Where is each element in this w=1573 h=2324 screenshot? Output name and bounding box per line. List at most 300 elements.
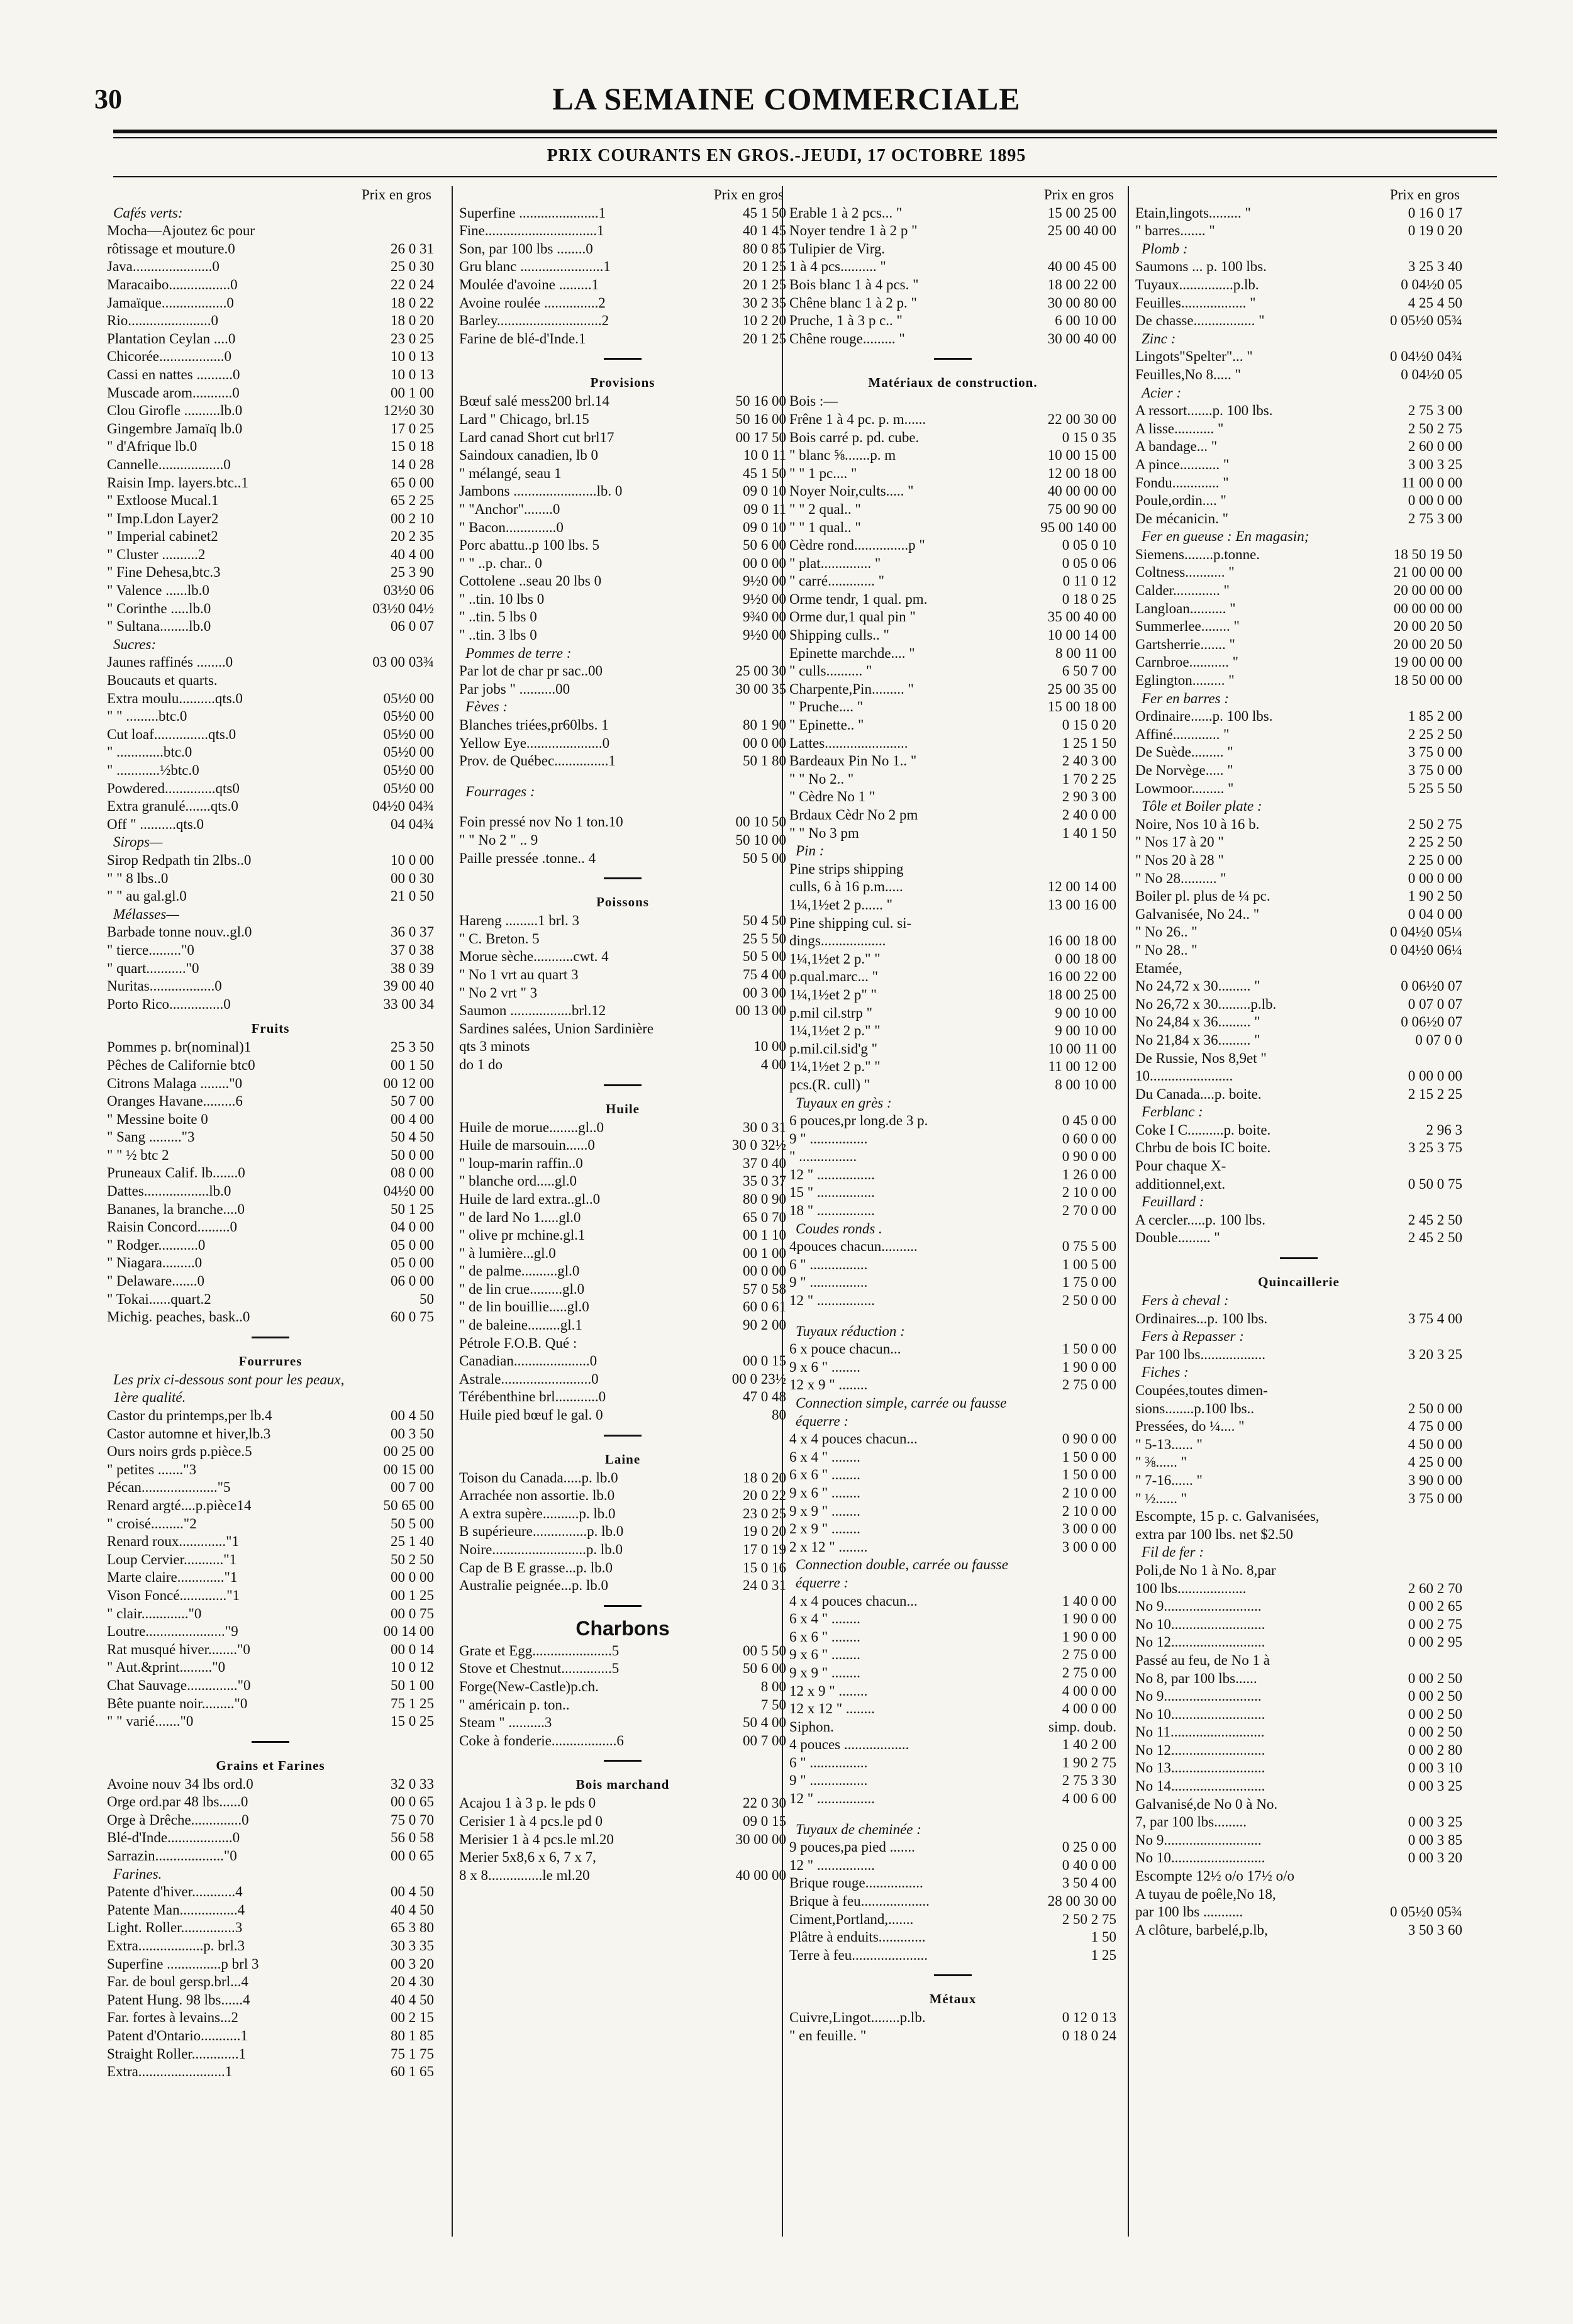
price-row [107,420,434,438]
item-label: p.mil.cil.sid'g " [789,1040,878,1057]
item-label: Summerlee........ " [1135,618,1240,635]
price-row [789,1184,1116,1202]
subsection-heading: équerre : [796,1413,849,1429]
item-price: 1 40 1 50 [1062,825,1116,841]
price-row [1135,1706,1462,1724]
item-price: 25 00 35 00 [1047,681,1116,697]
price-row [1135,1832,1462,1850]
price-row [789,1238,1116,1256]
item-price: 80 0 85 [743,240,786,257]
item-label: Cap de B E grasse...p. lb.0 [459,1559,613,1576]
price-row [459,1813,786,1831]
price-row [789,501,1116,519]
item-label: Gru blanc .......................1 [459,259,611,275]
item-label: pcs.(R. cull) " [789,1076,870,1093]
item-price: 32 0 33 [391,1776,434,1792]
item-price: 20 00 20 50 [1393,636,1462,652]
item-price: 0 15 0 20 [1062,717,1116,733]
item-price: 8 00 11 00 [1055,645,1116,661]
item-label: Noyer tendre 1 à 2 p " [789,223,918,239]
item-label: Java......................0 [107,259,220,275]
item-label: Bardeaux Pin No 1.. " [789,753,917,769]
item-label: Terre à feu..................... [789,1947,928,1963]
item-label: Lingots"Spelter"... " [1135,348,1253,365]
price-row [1135,1121,1462,1140]
item-price: 35 00 40 00 [1047,609,1116,625]
item-price: 2 75 3 30 [1062,1772,1116,1789]
price-row [1135,1418,1462,1436]
price-row [459,930,786,948]
item-label: " mélangé, seau 1 [459,465,562,481]
price-row [459,1056,786,1074]
item-label: Ciment,Portland,....... [789,1911,914,1927]
item-price: 9½0 00 [743,573,786,589]
price-row [107,1811,434,1830]
item-price: 7 50 [760,1696,786,1713]
price-row [789,1292,1116,1310]
section-heading: Grains et Farines [216,1757,325,1773]
item-label: " américain p. ton.. [459,1696,570,1713]
item-label: Acajou 1 à 3 p. le pds 0 [459,1795,596,1811]
item-price: 39 00 40 [383,978,434,994]
price-row [789,626,1116,645]
item-label: A tuyau de poêle,No 18, [1135,1886,1276,1902]
item-price: 9 00 10 00 [1055,1023,1116,1039]
price-row [107,1407,434,1425]
price-row [1135,1687,1462,1706]
price-row [789,276,1116,294]
subsection-heading: Fèves : [465,699,508,715]
item-label: 12 x 9 " ........ [789,1682,868,1699]
item-label: 9 x 6 " ........ [789,1359,860,1375]
item-price: 18 0 20 [743,1469,786,1486]
price-row [107,564,434,582]
item-price: 9½0 00 [743,627,786,643]
item-label: Citrons Malaga ........"0 [107,1075,243,1091]
item-label: " ..tin. 5 lbs 0 [459,609,537,625]
item-label: par 100 lbs ........... [1135,1904,1243,1920]
price-row [107,600,434,618]
price-row [459,1577,786,1595]
subsection-heading: Tuyaux en grès : [796,1094,892,1111]
section-separator [604,1435,642,1442]
price-row [107,1075,434,1093]
price-row [789,1340,1116,1359]
price-row [107,1937,434,1955]
price-row [107,1111,434,1129]
item-price: 6 50 7 00 [1062,663,1116,679]
item-price: 05 0 00 [391,1255,434,1271]
item-label: " Extloose Mucal.1 [107,492,219,509]
price-row [1135,1670,1462,1688]
item-price: 50 16 00 [735,393,786,409]
item-price: 4 25 4 50 [1408,294,1462,311]
price-row [459,429,786,447]
item-price: 50 65 00 [383,1497,434,1513]
item-label: De Suède......... " [1135,744,1233,760]
price-row [1135,1067,1462,1086]
price-row [789,788,1116,806]
item-label: " " 8 lbs..0 [107,870,169,886]
item-price: 75 1 25 [391,1695,434,1711]
item-price: 0 50 0 75 [1408,1176,1462,1192]
item-price: 3 90 0 00 [1408,1472,1462,1488]
item-price: 0 04 0 00 [1408,906,1462,922]
item-price: 10 0 13 [391,348,434,365]
price-row [1135,582,1462,600]
item-price: 03 00 03¾ [372,654,434,670]
price-row [1135,294,1462,313]
item-price: 20 00 00 00 [1393,582,1462,599]
price-row [1135,492,1462,510]
item-label: No 9........................... [1135,1832,1262,1848]
column-divider [782,186,783,2237]
price-row [459,294,786,313]
item-label: 12 " ................ [789,1166,875,1182]
item-label: Cassi en nattes ..........0 [107,366,240,382]
item-label: " " au gal.gl.0 [107,888,187,904]
item-label: Pressées, do ¼.... " [1135,1418,1245,1435]
item-label: Vison Foncé............."1 [107,1587,240,1603]
item-price: 10 0 11 [743,447,786,464]
item-label: " petites ......."3 [107,1461,197,1477]
price-row [459,984,786,1003]
item-label: 9 " ................ [789,1772,868,1789]
price-row [789,915,1116,933]
item-label: Cerisier 1 à 4 pcs.le pd 0 [459,1813,603,1829]
price-row [1135,1759,1462,1777]
item-label: Bête puante noir........."0 [107,1695,248,1711]
item-label: " de lard No 1.....gl.0 [459,1209,581,1225]
price-row [107,1237,434,1255]
subsection-heading: Ferblanc : [1142,1104,1203,1120]
subsection-heading: Plomb : [1142,240,1188,257]
price-row [459,1678,786,1696]
item-label: Bœuf salé mess200 brl.14 [459,393,609,409]
price-row [459,1370,786,1389]
price-row [107,222,434,240]
price-row [107,1515,434,1533]
item-label: " de baleine.........gl.1 [459,1317,582,1333]
price-row [107,528,434,546]
item-label: Lard canad Short cut brl17 [459,429,614,445]
price-row [459,752,786,770]
price-row [107,1425,434,1443]
item-price: 04 0 00 [391,1219,434,1235]
price-row [107,1659,434,1677]
item-price: 3 50 4 00 [1062,1875,1116,1891]
item-price: 03½0 06 [383,582,434,599]
item-label: Pétrole F.O.B. Qué : [459,1335,577,1351]
masthead-rule-thick [113,130,1497,133]
price-row [107,402,434,420]
column-divider [452,186,453,2237]
price-row [1135,960,1462,978]
item-price: 2 10 0 00 [1062,1503,1116,1519]
item-price: 30 0 32½ [731,1137,786,1154]
price-row [789,878,1116,896]
item-label: Huile pied bœuf le gal. 0 [459,1407,603,1423]
item-label: " de palme..........gl.0 [459,1263,580,1279]
price-row [107,672,434,690]
item-price: 0 00 0 00 [1408,1068,1462,1084]
item-price [1459,1157,1462,1176]
price-row [1135,923,1462,942]
price-row [1135,420,1462,438]
item-label: 12 x 12 " ........ [789,1701,875,1717]
item-label: 7, par 100 lbs......... [1135,1814,1247,1830]
section-heading: Métaux [929,1991,977,2007]
price-row [789,1022,1116,1040]
item-price: 05½0 00 [383,690,434,706]
item-price: 80 0 90 [743,1191,786,1207]
price-row [459,1831,786,1849]
subsection-heading: Tôle et Boiler plate : [1142,798,1262,815]
item-price: 09 0 11 [743,501,786,517]
item-label: Shipping culls.. " [789,627,889,643]
item-label: Castor du printemps,per lb.4 [107,1408,272,1423]
price-row [1135,672,1462,690]
item-label: 4 x 4 pouces chacun... [789,1593,918,1609]
item-price [1459,1796,1462,1814]
item-label: No 21,84 x 36......... " [1135,1031,1260,1048]
item-price: 65 0 70 [743,1209,786,1225]
item-price: 3 20 3 25 [1408,1346,1462,1362]
price-row [789,1448,1116,1467]
item-price: 0 18 0 25 [1062,591,1116,607]
item-label: Boiler pl. plus de ¼ pc. [1135,888,1270,904]
item-label: Renard roux............."1 [107,1533,239,1550]
price-row [1135,222,1462,240]
item-price: 2 40 0 00 [1062,807,1116,823]
price-row [789,1076,1116,1094]
item-label: " Cèdre No 1 " [789,789,875,805]
item-label: " " 1 qual.. " [789,519,861,535]
item-label: Toison du Canada.....p. lb.0 [459,1469,618,1486]
section-heading: Matériaux de construction. [868,375,1038,391]
price-row [459,1281,786,1299]
item-price: 00 0 30 [391,870,434,886]
item-label: Loutre......................"9 [107,1623,238,1640]
item-price: 2 25 2 50 [1408,726,1462,742]
item-price: 11 00 0 00 [1401,474,1462,491]
item-label: No 9........................... [1135,1598,1262,1615]
price-row [459,1335,786,1353]
item-price: 3 00 3 25 [1408,456,1462,472]
item-price: 3 75 4 00 [1408,1310,1462,1326]
item-price: 50 5 00 [391,1515,434,1532]
item-price [1459,1526,1462,1544]
item-label: Jambons .......................lb. 0 [459,483,623,499]
item-label: " Corinthe .....lb.0 [107,600,211,616]
subsection-heading: Pommes de terre : [465,645,572,661]
item-price: 1 40 2 00 [1062,1737,1116,1753]
spacer [459,801,786,813]
item-label: Straight Roller.............1 [107,2045,247,2062]
price-row [1135,1176,1462,1194]
price-row [459,1732,786,1750]
price-row [1135,726,1462,744]
item-label: Far. de boul gersp.brl...4 [107,1974,248,1990]
price-row [107,1776,434,1794]
item-price: 1 90 0 00 [1062,1359,1116,1375]
item-price: 0 00 18 00 [1055,950,1116,967]
item-label: 1¼,1½et 2 p." " [789,1023,881,1039]
item-label: Extra granulé.......qts.0 [107,798,238,815]
item-price: 0 04½0 05¼ [1390,924,1462,940]
price-row [459,1137,786,1155]
item-price: 2 75 3 00 [1408,403,1462,419]
subsection-heading: Sucres: [113,636,157,652]
price-row [789,608,1116,626]
price-row [459,1298,786,1316]
item-label: Australie peignée...p. lb.0 [459,1577,608,1594]
item-label: Orme tendr, 1 qual. pm. [789,591,928,607]
item-label: Etamée, [1135,960,1182,976]
item-label: Barley.............................2 [459,313,609,329]
item-price: 0 04½0 06¼ [1390,942,1462,958]
price-row [459,662,786,681]
item-label: Patent d'Ontario...........1 [107,2028,248,2043]
item-price: 40 4 00 [391,546,434,562]
item-label: 9 x 6 " ........ [789,1484,860,1501]
item-price: 1 50 0 00 [1062,1467,1116,1483]
item-label: 2 x 9 " ........ [789,1521,860,1537]
subsection-heading: Cafés verts: [113,204,183,221]
item-label: 12 " ................ [789,1791,875,1807]
item-price: 18 0 20 [391,313,434,329]
price-row [459,1002,786,1020]
price-row [459,1523,786,1541]
price-row [107,780,434,798]
item-price: 30 2 35 [743,294,786,311]
price-row [789,1610,1116,1628]
item-price: 37 0 38 [391,942,434,958]
item-price: 0 16 0 17 [1408,204,1462,221]
item-label: A ressort.......p. 100 lbs. [1135,403,1273,419]
item-price [1459,1508,1462,1526]
price-row [1135,1400,1462,1418]
item-label: De Russie, Nos 8,9et " [1135,1050,1267,1066]
price-row [459,447,786,465]
price-row [459,735,786,753]
item-label: 6 " ................ [789,1256,868,1272]
item-label: " croisé........."2 [107,1515,197,1532]
item-label: Blanches triées,pr60lbs. 1 [459,717,609,733]
price-row [789,698,1116,716]
item-price: 5 25 5 50 [1408,780,1462,796]
price-row [789,1682,1116,1701]
item-price [430,222,434,240]
section-separator [604,1605,642,1612]
section-separator [604,1760,642,1767]
price-row [1135,1382,1462,1400]
item-label: Mocha—Ajoutez 6c pour [107,223,255,239]
price-row [789,932,1116,950]
item-label: Langloan.......... " [1135,600,1236,616]
subsection-heading: Zinc : [1142,330,1176,347]
price-row [789,825,1116,843]
item-price: 20 4 30 [391,1974,434,1990]
price-row [107,1829,434,1847]
item-label: 10....................... [1135,1068,1233,1084]
item-label: " .............btc.0 [107,744,192,760]
item-price: 00 12 00 [383,1075,434,1091]
item-price: 22 00 30 00 [1047,411,1116,427]
price-row [459,1505,786,1523]
item-label: Gingembre Jamaïq lb.0 [107,420,243,436]
item-label: " Delaware.......0 [107,1273,204,1289]
item-label: Merier 5x8,6 x 6, 7 x 7, [459,1849,596,1865]
item-price: 1 50 [1091,1929,1116,1945]
item-price: 3 25 3 40 [1408,259,1462,275]
price-row [789,681,1116,699]
price-row [459,1191,786,1209]
item-price: 05½0 00 [383,780,434,796]
item-price: 3 50 3 60 [1408,1921,1462,1938]
item-price: 2 25 0 00 [1408,852,1462,868]
item-price: 2 40 3 00 [1062,753,1116,769]
item-price: 2 75 3 00 [1408,510,1462,526]
column-heading: Prix en gros [1389,187,1460,203]
price-row [1135,366,1462,384]
item-price: 50 5 00 [743,850,786,866]
price-row [789,429,1116,447]
item-label: Charpente,Pin......... " [789,681,914,697]
price-row [459,1541,786,1559]
item-price: 60 0 75 [391,1309,434,1325]
item-price: 00 0 00 [743,555,786,571]
item-label: B supérieure...............p. lb.0 [459,1523,624,1540]
price-row [1135,1867,1462,1886]
item-label: A cercler.....p. 100 lbs. [1135,1211,1265,1228]
price-row [789,1004,1116,1023]
item-price: 09 0 10 [743,483,786,499]
item-label: 6 x 4 " ........ [789,1448,860,1465]
item-label: Extra..................p. brl.3 [107,1938,245,1954]
price-row [789,572,1116,591]
item-label: Barbade tonne nouv..gl.0 [107,924,252,940]
item-price: 0 06½0 07 [1401,1014,1462,1030]
item-price: 04½0 00 [383,1183,434,1199]
item-label: Feuilles,No 8..... " [1135,366,1241,382]
price-row [107,1883,434,1901]
section-separator [934,358,972,365]
item-label: A clôture, barbelé,p.lb, [1135,1921,1268,1938]
price-row [459,966,786,984]
price-row [1135,1346,1462,1364]
price-row [789,1911,1116,1929]
item-label: " carré............. " [789,573,884,589]
item-price: 1 00 5 00 [1062,1256,1116,1272]
price-row [107,1291,434,1309]
item-label: " plat.............. " [789,555,881,571]
price-row [107,1533,434,1551]
price-row [459,1696,786,1715]
item-price: 50 7 00 [391,1093,434,1109]
item-label: No 11.......................... [1135,1724,1265,1740]
item-label: Porc abattu..p 100 lbs. 5 [459,537,599,553]
item-price: 9 00 10 00 [1055,1004,1116,1021]
price-row [459,1469,786,1487]
subsection-heading: Connection double, carrée ou fausse [796,1557,1008,1573]
price-row [1135,1813,1462,1832]
item-price: 16 00 22 00 [1047,969,1116,985]
price-row [789,1838,1116,1857]
price-row [789,591,1116,609]
column-heading: Prix en gros [713,187,784,203]
price-row [789,2009,1116,2027]
